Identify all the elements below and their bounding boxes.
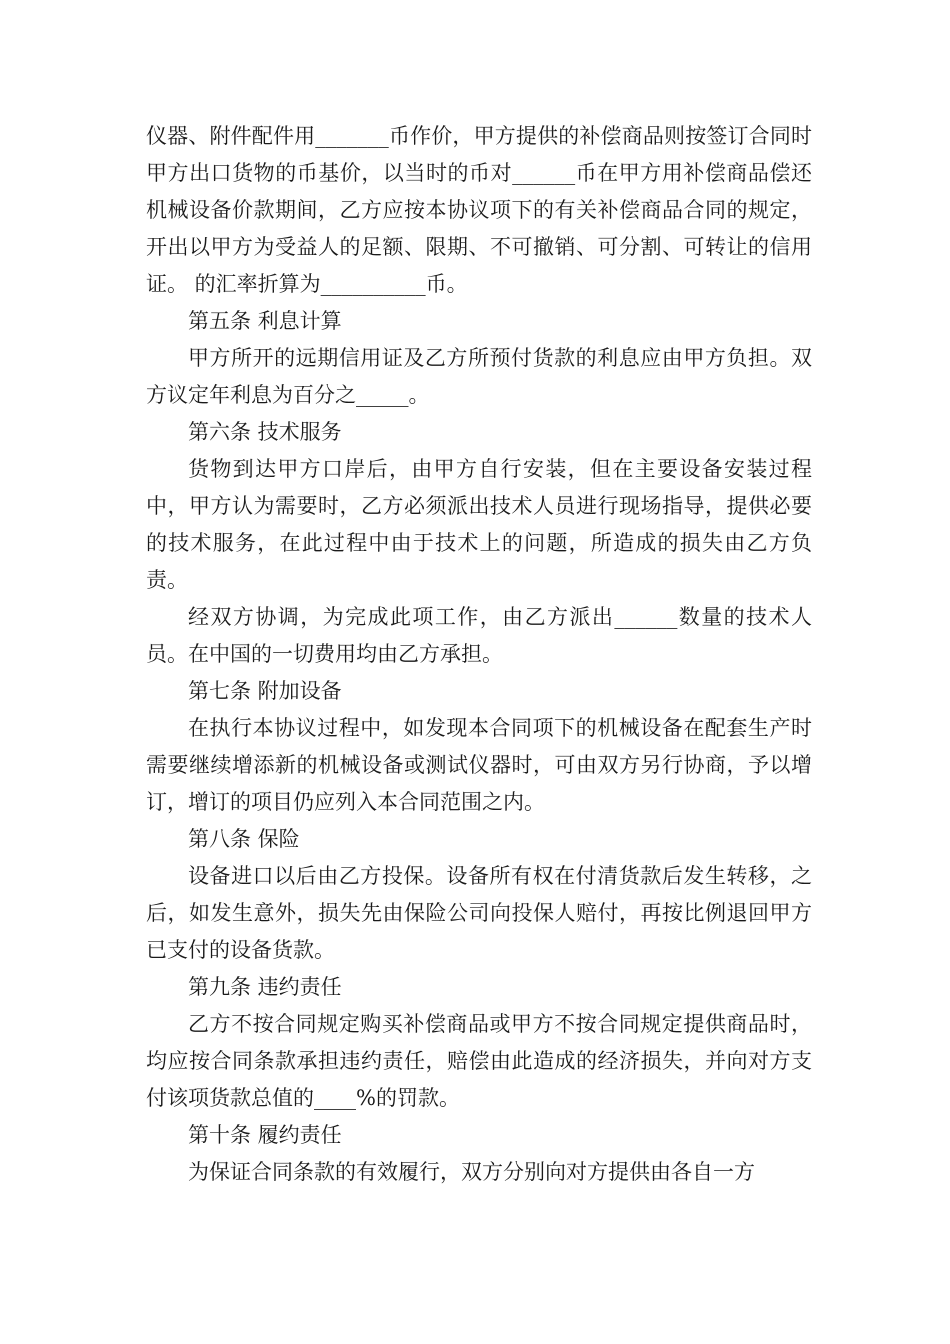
article-7-heading: 第七条 附加设备	[188, 679, 342, 703]
article-5-heading: 第五条 利息计算	[188, 309, 342, 333]
article-8-heading: 第八条 保险	[188, 827, 300, 851]
article-7-body: 在执行本协议过程中，如发现本合同项下的机械设备在配套生产时需要继续增添新的机械设备或测试仪器时，可由双方另行协商，予以增订，增订的项目仍应列入本合同范围之内。	[146, 716, 812, 814]
article-6-body-2: 经双方协调，为完成此项工作，由乙方派出______数量的技术人员。在中国的一切费用均由乙方承担。	[146, 605, 812, 666]
article-10-heading: 第十条 履约责任	[188, 1123, 342, 1147]
article-8-body: 设备进口以后由乙方投保。设备所有权在付清货款后发生转移，之后，如发生意外，损失先由保险公司向投保人赔付，再按比例退回甲方已支付的设备货款。	[146, 864, 812, 962]
article-6-heading: 第六条 技术服务	[188, 420, 342, 444]
article-9-heading: 第九条 违约责任	[188, 975, 342, 999]
article-6-body-1: 货物到达甲方口岸后，由甲方自行安装，但在主要设备安装过程中，甲方认为需要时，乙方必须派出技术人员进行现场指导，提供必要的技术服务，在此过程中由于技术上的问题，所造成的损失由乙方负责。	[146, 457, 812, 592]
paragraph-payment-currency: 仪器、附件配件用_______币作价，甲方提供的补偿商品则按签订合同时甲方出口货物的币基价，以当时的币对______币在甲方用补偿商品偿还机械设备价款期间，乙方应按本协议项下的有关补偿商品合同的规定，开出以甲方为受益人的足额、限期、不可撤销、可分割、可转让的信用证。 的汇率折算为__________币。	[146, 124, 812, 296]
article-5-body: 甲方所开的远期信用证及乙方所预付货款的利息应由甲方负担。双方议定年利息为百分之_____。	[146, 346, 812, 407]
article-10-body: 为保证合同条款的有效履行，双方分别向对方提供由各自一方	[188, 1160, 755, 1184]
document-body	[146, 118, 812, 1191]
article-9-body: 乙方不按合同规定购买补偿商品或甲方不按合同规定提供商品时，均应按合同条款承担违约责任，赔偿由此造成的经济损失，并向对方支付该项货款总值的____%的罚款。	[146, 1012, 812, 1110]
